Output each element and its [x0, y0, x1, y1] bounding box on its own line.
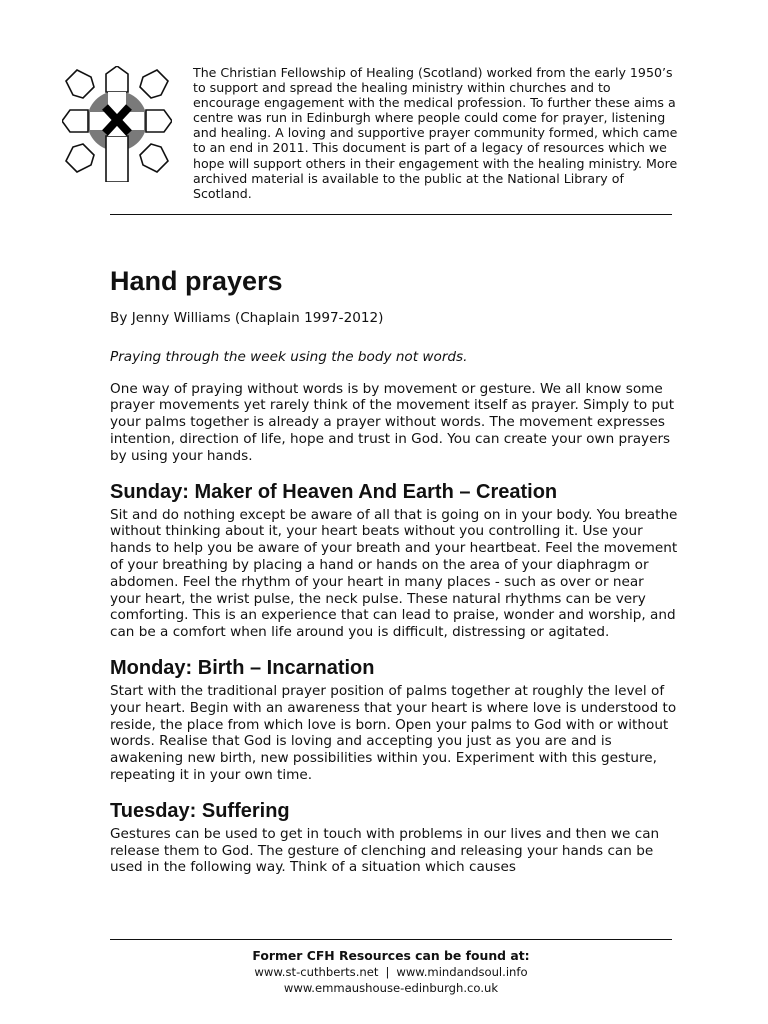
footer-heading: Former CFH Resources can be found at:: [252, 948, 530, 963]
footer-separator: |: [385, 965, 390, 979]
footer-divider: [110, 939, 672, 940]
article-byline: By Jenny Williams (Chaplain 1997-2012): [110, 310, 384, 326]
section-body-sunday: Sit and do nothing except be aware of all that is going on in your body. You breathe without thinking about it, your heart beats without you controlling it. Use your hands to help you be aware of your breath and your heartbeat. Feel the movement of your breathing by placing a hand or hands on the area of your diaphragm or abdomen. Feel the rhythm of your heart in many places - such as over or near your heart, the wrist pulse, the neck pulse. These natural rhythms can be very comforting. This is an experience that can lead to praise, wonder and worship, and can be a comfort when life around you is difficult, distressing or agitated.: [110, 506, 678, 641]
footer-link-st-cuthberts[interactable]: www.st-cuthberts.net: [254, 965, 379, 979]
footer-link-emmaushouse[interactable]: www.emmaushouse-edinburgh.co.uk: [283, 981, 499, 995]
section-heading-monday: Monday: Birth – Incarnation: [110, 656, 375, 679]
section-heading-sunday: Sunday: Maker of Heaven And Earth – Creation: [110, 480, 558, 503]
article: [110, 264, 678, 891]
section-body-monday: Start with the traditional prayer position of palms together at roughly the level of your heart. Begin with an awareness that your heart is where love is understood to reside, the place from which love is born. Open your palms to God with or without words. Realise that God is loving and accepting you just as you are and is awakening new birth, new possibilities within you. Experiment with this gesture, repeating it in your own time.: [110, 682, 677, 783]
section-body-tuesday: Gestures can be used to get in touch with problems in our lives and then we can release them to God. The gesture of clenching and releasing your hands can be used in the following way. Think of a situation which causes: [110, 825, 660, 876]
header-divider: [110, 214, 672, 215]
section-heading-tuesday: Tuesday: Suffering: [110, 799, 290, 822]
footer: [110, 948, 672, 996]
cross-with-arrow-arms-icon: [62, 66, 172, 182]
intro-paragraph: The Christian Fellowship of Healing (Scotland) worked from the early 1950’s to support and spread the healing ministry within churches and to encourage engagement with the medical profession. To further these aims a centre was run in Edinburgh where people could come for prayer, listening and healing. A loving and supportive prayer community formed, which came to an end in 2011. This document is part of a legacy of resources which we hope will support others in their engagement with the healing ministry. More archived material is available to the public at the National Library of Scotland.: [193, 65, 678, 201]
article-intro: One way of praying without words is by movement or gesture. We all know some prayer movements yet rarely think of the movement itself as prayer. Simply to put your palms together is already a prayer without words. The movement expresses intention, direction of life, hope and trust in God. You can create your own prayers by using your hands.: [110, 380, 675, 464]
footer-links-row: [110, 964, 672, 980]
footer-link-mindandsoul[interactable]: www.mindandsoul.info: [396, 965, 528, 979]
article-tagline: Praying through the week using the body not words.: [110, 348, 468, 365]
article-title: Hand prayers: [110, 266, 283, 296]
fellowship-intro: [193, 65, 678, 201]
